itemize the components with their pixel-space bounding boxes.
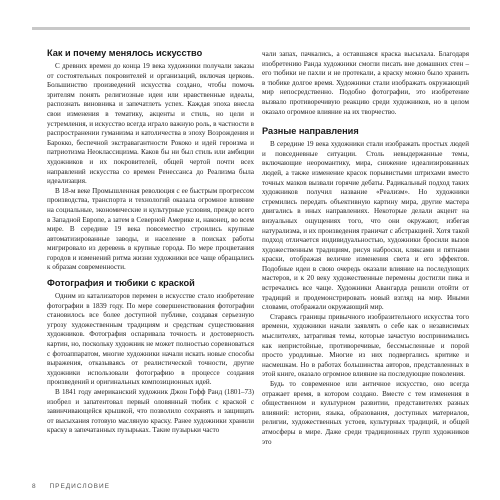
section-label: ПРЕДИСЛОВИЕ	[49, 483, 110, 490]
paragraph: В 1841 году американский художник Джон Гофф Ранд (1801–73) изобрел и запатентовал первый оловянный тюбик с краской с завинчивающейся крышкой, что позволило сохранять и защищать от высыхания готовую масляную краску. Ранее художники хранили краску в запечатанных пузырьках. Такие пузырьки часто	[47, 388, 254, 435]
paragraph: чали запах, пачкались, а оставшаяся краска высыхала. Благодаря изобретению Ранда художники смогли писать вне домашних стен – его тюбики не пахли и не протекали, а краску можно было хранить в тюбике долгое время. Художники стали изображать окружающий мир непосредственно. Подобно фотографии, это изобретение вызвало противоречивую реакцию среди художников, но в целом оказало огромное влияние на их творчество.	[262, 50, 469, 116]
paragraph: Будь то современное или античное искусство, оно всегда отражает время, в котором создано. Вместе с тем изменения в общественном и культурном развитии, представителях разных влияний: истории, языка, образования, доступных материалов, религии, художественных устоев, культурных традиций, и общей атмосферы в мире. Даже среди традиционных групп художников это	[262, 380, 469, 446]
top-rule	[32, 27, 470, 30]
paragraph: Стараясь границы привычного изобразительного искусства того времени, художники начали заявлять о себе как о независимых мыслителях, затрагивая темы, которые зачастую воспринимались как непристойные, противоречивые, бессмысленные и порой просто уродливые. Многие из них подвергались критике и насмешкам. Но в работах большинства авторов, представленных в этой книге, оказало огромное влияние на последующие поколения.	[262, 312, 469, 379]
paragraph: С древних времен до конца 19 века художники получали заказы от состоятельных покровителей и организаций, включая церковь. Большинство произведений искусства создано, чтобы помочь зрителям понять религиозные идеи или нравственные идеалы, распознать виновника и запечатлеть успех. Каждая эпоха внесла свои изменения в тематику, акценты и стиль, но цели и устремления, и искусство всегда играло важную роль, в частности в распространении гуманизма и католичества в эпоху Возрождения и Барокко, беспечной экстравагантности Рококо и идей героизма и патриотизма Неоклассицизма. Каков бы ни был стиль или амбиции художников и их покровителей, общей чертой почти всех направлений искусства со времен Ренессанса до Реализма была идеализация.	[47, 62, 254, 186]
left-column	[47, 48, 254, 436]
section-heading: Как и почему менялось искусство	[47, 48, 203, 58]
section-heading: Разные направления	[262, 126, 359, 137]
page-footer	[32, 483, 110, 490]
right-column	[262, 50, 469, 447]
paragraph: В 18-м веке Промышленная революция с ее быстрым прогрессом производства, транспорта и технологий оказала огромное влияние на социальные, экономические и культурные условия, прежде всего в Западной Европе, а затем в Северной Америке и, наконец, во всем мире. В середине 19 века повсеместно строились крупные автоматизированные заводы, и население в поисках работы мигрировало из деревень в крупные города. По мере процветания городов и изменений ритма жизни художники все чаще обращались к образам современности.	[47, 186, 254, 272]
paragraph: Одним из катализаторов перемен в искусстве стало изобретение фотографии в 1839 году. По мере совершенствования фотографии становилось все более доступной публике, создавая серьезную угрозу художественным традициям и средствам существования художников. Фотография оспаривала точность и достоверность картин, но, поскольку художник не может полностью соревноваться с фотоаппаратом, многие художники начали искать новые способы выражения, отказываясь от реалистической точности, другие художники использовали фотографию в процессе создания произведений и оригинальных композиционных идей.	[47, 292, 254, 387]
page-number: 8	[32, 483, 37, 490]
paragraph: В середине 19 века художники стали изображать простых людей и повседневные ситуации. Столь невыдержанные темы, включающие неоромантику, мира, снижение идеализированных людей, а также изменение красок порывистыми штрихами вместо точных мазков вызвали горячие дебаты. Радикальный подход таких художников получил название «Реализм». Но художники стремились передать объективную картину мира, другие мастера двигались в иных направлениях. Некоторые делали акцент на визуальных ощущениях того, что они окружают, избегая натурализма, и их произведения граничат с абстракцией. Хотя такой подход отличается индивидуальностью, художники бросили вызов художественным традициям, рисуя наброски, кляксами и пятнами краски, отображая величие изменения света и его эффектов. Подобные идеи в свою очередь оказали влияние на последующих мастеров, и к 20 веку художественные перемены достигли пика и встречались все чаще. Художники Авангарда решили отойти от традиций и продемонстрировать новый взгляд на мир. Иными словами, отображали окружающий мир.	[262, 140, 469, 312]
section-heading: Фотография и тюбики с краской	[47, 278, 195, 289]
